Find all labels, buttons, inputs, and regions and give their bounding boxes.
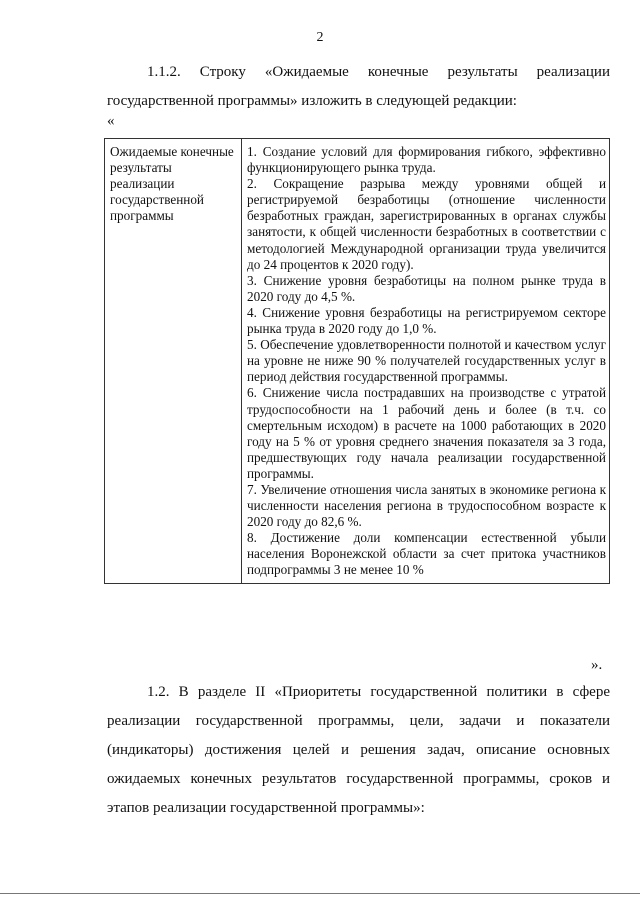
text-line: 1.1.2. Строку «Ожидаемые конечные результаты реализации: [147, 64, 610, 80]
text-line: государственной программы» изложить в следующей редакции:: [107, 93, 517, 109]
closing-quote: ».: [591, 657, 603, 673]
result-item-8: 8. Достижение доли компенсации естественной убыли населения Воронежской области за счет притока участников подпрограммы 3 не менее 10 %: [247, 530, 606, 578]
paragraph-1-2: [107, 678, 610, 823]
table-row: [105, 139, 610, 584]
text-line: этапов реализации государственной программы»:: [107, 800, 425, 816]
results-table: [104, 138, 610, 584]
text-line: (индикаторы) достижения целей и решения задач, описание основных: [107, 742, 610, 758]
paragraph-1-1-2: [107, 58, 610, 116]
opening-quote: «: [107, 113, 115, 129]
result-item-5: 5. Обеспечение удовлетворенности полнотой и качеством услуг на уровне не ниже 90 % получателей государственных услуг в период действия государственной программы.: [247, 337, 606, 385]
result-item-4: 4. Снижение уровня безработицы на регистрируемом секторе рынка труда в 2020 году до 1,0 %.: [247, 304, 606, 337]
table-label-cell: Ожидаемые конечные результаты реализации государственной программы: [105, 139, 242, 584]
scan-edge-line: [0, 893, 640, 894]
text-line: 1.2. В разделе II «Приоритеты государственной политики в сфере: [147, 684, 610, 700]
result-item-2: 2. Сокращение разрыва между уровнями общей и регистрируемой безработицы (отношение численности безработных граждан, зарегистрированных в органах службы занятости, к общей численности безработных в соответствии с методологией Международной организации труда увеличится до 24 процентов к 2020 году).: [247, 176, 606, 272]
result-item-7: 7. Увеличение отношения числа занятых в экономике региона к численности населения региона в трудоспособном возрасте к 2020 году до 82,6 %.: [247, 481, 606, 530]
result-item-3: 3. Снижение уровня безработицы на полном рынке труда в 2020 году до 4,5 %.: [247, 272, 606, 304]
text-line: реализации государственной программы, цели, задачи и показатели: [107, 713, 610, 729]
result-item-6: 6. Снижение числа пострадавших на производстве с утратой трудоспособности на 1 рабочий день и более (в т.ч. со смертельным исходом) в расчете на 1000 работающих в 2020 году на 5 % от уровня среднего значения показателя за 3 года, предшествующих году начала реализации государственной программы.: [247, 385, 606, 481]
result-item-1: 1. Создание условий для формирования гибкого, эффективно функционирующего рынка труда.: [247, 144, 606, 176]
page-number: 2: [316, 30, 324, 45]
table-items-cell: [242, 139, 610, 584]
text-line: ожидаемых конечных результатов государственной программы, сроков и: [107, 771, 610, 787]
